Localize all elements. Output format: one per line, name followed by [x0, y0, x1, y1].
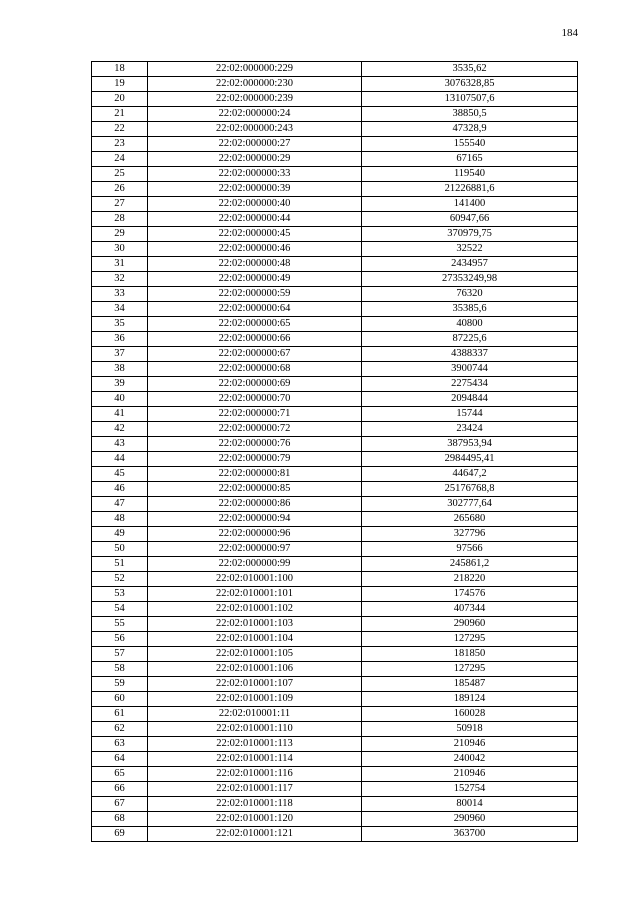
cadastral-number-cell: 22:02:010001:101	[148, 587, 362, 602]
cadastral-number-cell: 22:02:010001:11	[148, 707, 362, 722]
value-cell: 290960	[362, 812, 578, 827]
cadastral-number-cell: 22:02:000000:94	[148, 512, 362, 527]
cadastral-number-cell: 22:02:010001:110	[148, 722, 362, 737]
row-number-cell: 39	[92, 377, 148, 392]
value-cell: 76320	[362, 287, 578, 302]
value-cell: 210946	[362, 767, 578, 782]
row-number-cell: 57	[92, 647, 148, 662]
value-cell: 302777,64	[362, 497, 578, 512]
cadastral-number-cell: 22:02:000000:76	[148, 437, 362, 452]
value-cell: 25176768,8	[362, 482, 578, 497]
row-number-cell: 64	[92, 752, 148, 767]
table-row	[92, 677, 578, 692]
table-row	[92, 632, 578, 647]
row-number-cell: 26	[92, 182, 148, 197]
table-row	[92, 587, 578, 602]
table-row	[92, 272, 578, 287]
table-row	[92, 92, 578, 107]
table-row	[92, 437, 578, 452]
value-cell: 245861,2	[362, 557, 578, 572]
value-cell: 3900744	[362, 362, 578, 377]
value-cell: 210946	[362, 737, 578, 752]
table-row	[92, 512, 578, 527]
value-cell: 218220	[362, 572, 578, 587]
cadastral-number-cell: 22:02:000000:24	[148, 107, 362, 122]
row-number-cell: 40	[92, 392, 148, 407]
table-row	[92, 797, 578, 812]
cadastral-number-cell: 22:02:010001:120	[148, 812, 362, 827]
value-cell: 265680	[362, 512, 578, 527]
table-row	[92, 782, 578, 797]
value-cell: 40800	[362, 317, 578, 332]
table-row	[92, 287, 578, 302]
row-number-cell: 59	[92, 677, 148, 692]
row-number-cell: 44	[92, 452, 148, 467]
row-number-cell: 58	[92, 662, 148, 677]
table-row	[92, 257, 578, 272]
value-cell: 2094844	[362, 392, 578, 407]
cadastral-number-cell: 22:02:010001:114	[148, 752, 362, 767]
value-cell: 3076328,85	[362, 77, 578, 92]
cadastral-number-cell: 22:02:010001:107	[148, 677, 362, 692]
cadastral-number-cell: 22:02:010001:103	[148, 617, 362, 632]
table-row	[92, 167, 578, 182]
table-row	[92, 137, 578, 152]
cadastral-number-cell: 22:02:010001:106	[148, 662, 362, 677]
value-cell: 152754	[362, 782, 578, 797]
table-row	[92, 767, 578, 782]
value-cell: 407344	[362, 602, 578, 617]
table-row	[92, 362, 578, 377]
row-number-cell: 20	[92, 92, 148, 107]
table-row	[92, 332, 578, 347]
table-row	[92, 527, 578, 542]
row-number-cell: 67	[92, 797, 148, 812]
cadastral-number-cell: 22:02:000000:79	[148, 452, 362, 467]
cadastral-number-cell: 22:02:000000:97	[148, 542, 362, 557]
row-number-cell: 56	[92, 632, 148, 647]
cadastral-number-cell: 22:02:000000:96	[148, 527, 362, 542]
value-cell: 160028	[362, 707, 578, 722]
cadastral-number-cell: 22:02:000000:48	[148, 257, 362, 272]
cadastral-number-cell: 22:02:000000:72	[148, 422, 362, 437]
row-number-cell: 68	[92, 812, 148, 827]
value-cell: 23424	[362, 422, 578, 437]
cadastral-number-cell: 22:02:000000:67	[148, 347, 362, 362]
cadastral-number-cell: 22:02:000000:230	[148, 77, 362, 92]
table-row	[92, 452, 578, 467]
value-cell: 141400	[362, 197, 578, 212]
table-row	[92, 812, 578, 827]
table-row	[92, 662, 578, 677]
table-row	[92, 107, 578, 122]
value-cell: 67165	[362, 152, 578, 167]
row-number-cell: 55	[92, 617, 148, 632]
row-number-cell: 25	[92, 167, 148, 182]
cadastral-number-cell: 22:02:000000:239	[148, 92, 362, 107]
value-cell: 44647,2	[362, 467, 578, 482]
cadastral-number-cell: 22:02:000000:69	[148, 377, 362, 392]
value-cell: 363700	[362, 827, 578, 842]
row-number-cell: 43	[92, 437, 148, 452]
table-row	[92, 377, 578, 392]
row-number-cell: 33	[92, 287, 148, 302]
row-number-cell: 38	[92, 362, 148, 377]
cadastral-number-cell: 22:02:000000:46	[148, 242, 362, 257]
cadastral-number-cell: 22:02:000000:40	[148, 197, 362, 212]
row-number-cell: 65	[92, 767, 148, 782]
table-row	[92, 122, 578, 137]
cadastral-number-cell: 22:02:010001:118	[148, 797, 362, 812]
value-cell: 35385,6	[362, 302, 578, 317]
table-row	[92, 392, 578, 407]
value-cell: 127295	[362, 632, 578, 647]
row-number-cell: 37	[92, 347, 148, 362]
value-cell: 3535,62	[362, 62, 578, 77]
value-cell: 127295	[362, 662, 578, 677]
cadastral-number-cell: 22:02:000000:65	[148, 317, 362, 332]
value-cell: 80014	[362, 797, 578, 812]
cadastral-number-cell: 22:02:010001:104	[148, 632, 362, 647]
row-number-cell: 22	[92, 122, 148, 137]
row-number-cell: 50	[92, 542, 148, 557]
cadastral-number-cell: 22:02:000000:86	[148, 497, 362, 512]
row-number-cell: 53	[92, 587, 148, 602]
value-cell: 2434957	[362, 257, 578, 272]
cadastral-number-cell: 22:02:010001:109	[148, 692, 362, 707]
cadastral-number-cell: 22:02:000000:81	[148, 467, 362, 482]
table-row	[92, 302, 578, 317]
row-number-cell: 27	[92, 197, 148, 212]
table-row	[92, 572, 578, 587]
row-number-cell: 21	[92, 107, 148, 122]
cadastral-number-cell: 22:02:000000:27	[148, 137, 362, 152]
table-row	[92, 152, 578, 167]
table-row	[92, 347, 578, 362]
row-number-cell: 48	[92, 512, 148, 527]
value-cell: 87225,6	[362, 332, 578, 347]
row-number-cell: 24	[92, 152, 148, 167]
value-cell: 181850	[362, 647, 578, 662]
cadastral-number-cell: 22:02:010001:116	[148, 767, 362, 782]
row-number-cell: 34	[92, 302, 148, 317]
row-number-cell: 61	[92, 707, 148, 722]
cadastral-number-cell: 22:02:000000:85	[148, 482, 362, 497]
cadastral-number-cell: 22:02:000000:68	[148, 362, 362, 377]
row-number-cell: 28	[92, 212, 148, 227]
cadastral-number-cell: 22:02:000000:49	[148, 272, 362, 287]
value-cell: 119540	[362, 167, 578, 182]
cadastral-number-cell: 22:02:010001:113	[148, 737, 362, 752]
table-row	[92, 242, 578, 257]
value-cell: 387953,94	[362, 437, 578, 452]
row-number-cell: 69	[92, 827, 148, 842]
cadastral-number-cell: 22:02:000000:29	[148, 152, 362, 167]
cadastral-number-cell: 22:02:000000:243	[148, 122, 362, 137]
row-number-cell: 41	[92, 407, 148, 422]
value-cell: 60947,66	[362, 212, 578, 227]
row-number-cell: 45	[92, 467, 148, 482]
cadastral-number-cell: 22:02:010001:100	[148, 572, 362, 587]
value-cell: 47328,9	[362, 122, 578, 137]
table-row	[92, 557, 578, 572]
cadastral-number-cell: 22:02:000000:44	[148, 212, 362, 227]
cadastral-number-cell: 22:02:000000:64	[148, 302, 362, 317]
value-cell: 155540	[362, 137, 578, 152]
table-row	[92, 542, 578, 557]
row-number-cell: 19	[92, 77, 148, 92]
row-number-cell: 30	[92, 242, 148, 257]
row-number-cell: 63	[92, 737, 148, 752]
table-row	[92, 482, 578, 497]
table-row	[92, 227, 578, 242]
cadastral-number-cell: 22:02:000000:33	[148, 167, 362, 182]
value-cell: 32522	[362, 242, 578, 257]
table-row	[92, 317, 578, 332]
table-row	[92, 182, 578, 197]
table-row	[92, 692, 578, 707]
cadastral-value-table	[91, 61, 578, 842]
cadastral-number-cell: 22:02:010001:121	[148, 827, 362, 842]
table-row	[92, 707, 578, 722]
table-row	[92, 197, 578, 212]
cadastral-number-cell: 22:02:000000:71	[148, 407, 362, 422]
cadastral-number-cell: 22:02:000000:99	[148, 557, 362, 572]
cadastral-number-cell: 22:02:010001:102	[148, 602, 362, 617]
row-number-cell: 23	[92, 137, 148, 152]
row-number-cell: 60	[92, 692, 148, 707]
value-cell: 2984495,41	[362, 452, 578, 467]
value-cell: 15744	[362, 407, 578, 422]
cadastral-number-cell: 22:02:000000:229	[148, 62, 362, 77]
value-cell: 240042	[362, 752, 578, 767]
value-cell: 21226881,6	[362, 182, 578, 197]
table-row	[92, 722, 578, 737]
table-row	[92, 62, 578, 77]
value-cell: 327796	[362, 527, 578, 542]
table-row	[92, 737, 578, 752]
row-number-cell: 18	[92, 62, 148, 77]
table-body	[92, 62, 578, 842]
row-number-cell: 42	[92, 422, 148, 437]
cadastral-number-cell: 22:02:010001:105	[148, 647, 362, 662]
cadastral-number-cell: 22:02:000000:66	[148, 332, 362, 347]
value-cell: 27353249,98	[362, 272, 578, 287]
value-cell: 50918	[362, 722, 578, 737]
row-number-cell: 31	[92, 257, 148, 272]
table-row	[92, 647, 578, 662]
cadastral-number-cell: 22:02:000000:45	[148, 227, 362, 242]
row-number-cell: 54	[92, 602, 148, 617]
page-number: 184	[561, 27, 578, 39]
table-row	[92, 212, 578, 227]
value-cell: 97566	[362, 542, 578, 557]
table-row	[92, 827, 578, 842]
table-row	[92, 467, 578, 482]
value-cell: 174576	[362, 587, 578, 602]
row-number-cell: 35	[92, 317, 148, 332]
cadastral-number-cell: 22:02:000000:39	[148, 182, 362, 197]
table-row	[92, 617, 578, 632]
table-row	[92, 422, 578, 437]
value-cell: 370979,75	[362, 227, 578, 242]
row-number-cell: 51	[92, 557, 148, 572]
cadastral-number-cell: 22:02:000000:70	[148, 392, 362, 407]
table-row	[92, 602, 578, 617]
value-cell: 13107507,6	[362, 92, 578, 107]
row-number-cell: 36	[92, 332, 148, 347]
row-number-cell: 47	[92, 497, 148, 512]
value-cell: 38850,5	[362, 107, 578, 122]
row-number-cell: 62	[92, 722, 148, 737]
table-row	[92, 497, 578, 512]
value-cell: 2275434	[362, 377, 578, 392]
table-row	[92, 752, 578, 767]
row-number-cell: 32	[92, 272, 148, 287]
value-cell: 290960	[362, 617, 578, 632]
row-number-cell: 52	[92, 572, 148, 587]
row-number-cell: 46	[92, 482, 148, 497]
cadastral-number-cell: 22:02:000000:59	[148, 287, 362, 302]
row-number-cell: 49	[92, 527, 148, 542]
row-number-cell: 66	[92, 782, 148, 797]
value-cell: 189124	[362, 692, 578, 707]
value-cell: 185487	[362, 677, 578, 692]
cadastral-number-cell: 22:02:010001:117	[148, 782, 362, 797]
table-row	[92, 77, 578, 92]
value-cell: 4388337	[362, 347, 578, 362]
row-number-cell: 29	[92, 227, 148, 242]
table-row	[92, 407, 578, 422]
